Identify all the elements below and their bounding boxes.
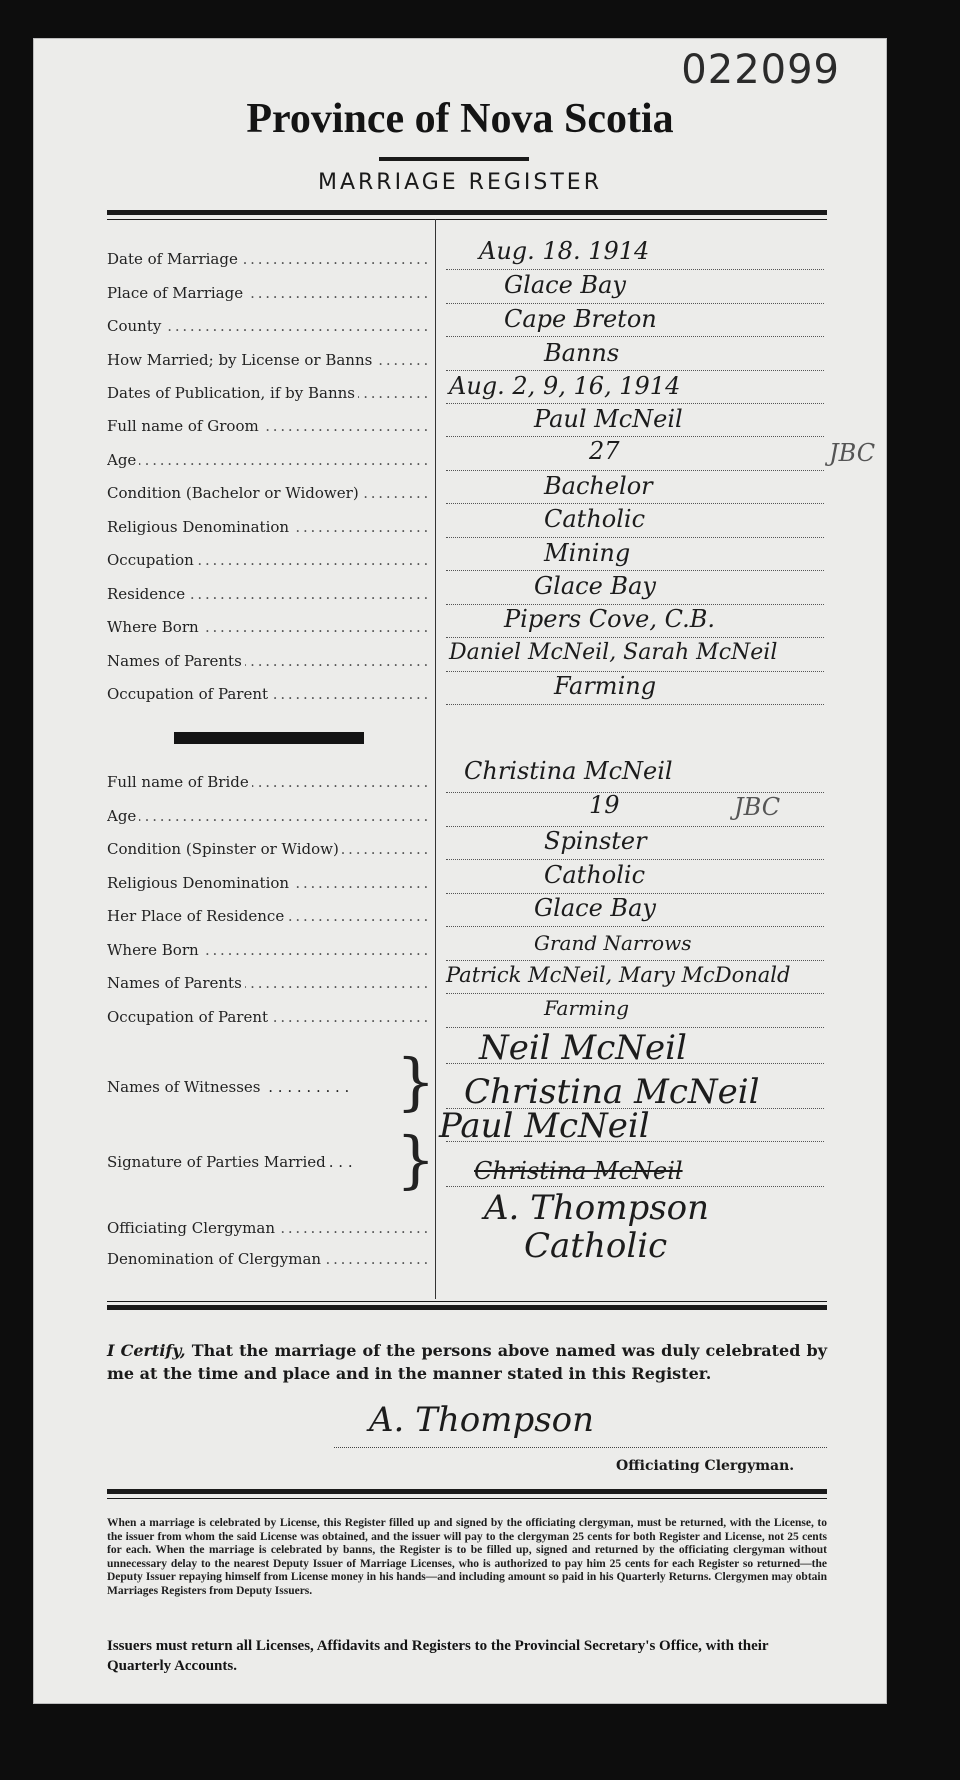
signature-caption: Officiating Clergyman. (616, 1458, 795, 1474)
certification-statement (107, 1339, 827, 1385)
label-place-of-marriage: Place of Marriage . . . (107, 283, 429, 303)
label-bride-religion: Religious Denomination . . . (107, 873, 429, 893)
field-county (446, 335, 824, 337)
label-signatures: Signature of Parties Married . . . (107, 1153, 353, 1171)
value-witness-1: Neil McNeil (479, 1028, 687, 1068)
field-groom-birthplace (446, 636, 824, 638)
value-groom-name: Paul McNeil (534, 405, 683, 433)
value-bride-birthplace: Grand Narrows (534, 931, 692, 955)
label-date-of-marriage: Date of Marriage . . . (107, 249, 429, 269)
field-signature-bride (446, 1185, 824, 1187)
label-groom-residence: Residence . . . (107, 584, 429, 604)
label-witnesses: Names of Witnesses . . . . . . . . . (107, 1078, 350, 1096)
value-county: Cape Breton (504, 305, 657, 333)
value-groom-condition: Bachelor (544, 472, 653, 500)
signatures-brace: } (396, 1123, 436, 1196)
header-rule (107, 210, 827, 215)
issuers-notice: Issuers must return all Licenses, Affidavits and Registers to the Provincial Secretary's Office, with their Quarterly Accounts. (107, 1638, 769, 1674)
label-officiating-clergyman: Officiating Clergyman . . . (107, 1218, 429, 1238)
header-rule-thin (107, 219, 827, 220)
certify-lead: I Certify, (107, 1341, 186, 1360)
register-form (33, 38, 887, 1704)
footer-rule (107, 1489, 827, 1494)
label-groom-parents: Names of Parents . . . (107, 651, 429, 671)
label-how-married: How Married; by License or Banns . . . (107, 350, 429, 370)
label-bride-birthplace: Where Born . . . (107, 940, 429, 960)
label-bride-age: Age . . . (107, 806, 429, 826)
field-date-of-marriage (446, 268, 824, 270)
label-dates-of-publication: Dates of Publication, if by Banns . . . (107, 383, 429, 403)
label-bride-condition: Condition (Spinster or Widow) . . . (107, 839, 429, 859)
label-groom-name: Full name of Groom . . . (107, 416, 429, 436)
field-bride-condition (446, 858, 824, 860)
field-groom-parent-occupation (446, 703, 824, 705)
value-signature-groom: Paul McNeil (439, 1106, 650, 1146)
value-groom-parents: Daniel McNeil, Sarah McNeil (449, 640, 778, 665)
field-place-of-marriage (446, 302, 824, 304)
value-clergyman-denomination: Catholic (524, 1226, 668, 1266)
value-bride-religion: Catholic (544, 861, 646, 889)
field-groom-condition (446, 502, 824, 504)
title-rule (379, 157, 529, 161)
field-groom-occupation (446, 569, 824, 571)
value-bride-name: Christina McNeil (464, 757, 673, 785)
value-groom-religion: Catholic (544, 505, 646, 533)
value-bride-parents: Patrick McNeil, Mary McDonald (446, 963, 791, 987)
value-groom-birthplace: Pipers Cove, C.B. (504, 605, 716, 633)
footer-rule-thin (107, 1498, 827, 1499)
field-how-married (446, 369, 824, 371)
field-bride-residence (446, 925, 824, 927)
field-groom-name (446, 435, 824, 437)
value-signature-bride: Christina McNeil (474, 1157, 683, 1185)
value-witness-2: Christina McNeil (464, 1072, 760, 1112)
label-groom-occupation: Occupation . . . (107, 550, 429, 570)
serial-number: 022099 (681, 47, 840, 93)
value-officiating-clergyman: A. Thompson (484, 1188, 710, 1228)
value-how-married: Banns (544, 339, 620, 367)
value-groom-parent-occupation: Farming (554, 672, 657, 700)
value-groom-age: 27 (589, 437, 620, 465)
label-bride-parents: Names of Parents . . . (107, 973, 429, 993)
section-rule (107, 1305, 827, 1310)
field-groom-religion (446, 536, 824, 538)
value-bride-condition: Spinster (544, 827, 647, 855)
form-subtitle: MARRIAGE REGISTER (317, 170, 602, 195)
section-separator-bar (174, 732, 364, 744)
value-dates-of-publication: Aug. 2, 9, 16, 1914 (449, 372, 681, 400)
field-bride-parents (446, 992, 824, 994)
signature-line (334, 1447, 827, 1448)
field-dates-of-publication (446, 402, 824, 404)
label-bride-parent-occupation: Occupation of Parent . . . (107, 1007, 429, 1027)
value-bride-residence: Glace Bay (534, 894, 656, 922)
label-bride-name: Full name of Bride . . . (107, 772, 429, 792)
bride-age-initials: JBC (734, 793, 781, 821)
label-groom-parent-occupation: Occupation of Parent . . . (107, 684, 429, 704)
certify-text: That the marriage of the persons above named was duly celebrated by me at the time and place and in the manner stated in this Register. (107, 1341, 827, 1383)
value-groom-residence: Glace Bay (534, 572, 656, 600)
label-groom-age: Age . . . (107, 450, 429, 470)
instructions-notice: When a marriage is celebrated by License, this Register filled up and signed by the officiating clergyman, must be returned, with the License, to the issuer from whom the said License was obtained, and the issuer will pay to the clergyman 25 cents for both Register and License, not 25 cents for each. When the marriage is celebrated by banns, the Register is to be filled up, signed and returned by the officiating clergyman without unnecessary delay to the nearest Deputy Issuer of Marriage Licenses, who is authorized to pay him 25 cents for each Register so returned—the Deputy Issuer repaying himself from License money in his hands—and including amount so paid in his Quarterly Returns. Clergymen may obtain Marriages Registers from Deputy Issuers. (107, 1517, 827, 1597)
value-groom-occupation: Mining (544, 539, 631, 567)
label-county: County . . . (107, 316, 429, 336)
field-groom-age (446, 469, 824, 471)
label-groom-condition: Condition (Bachelor or Widower) . . . (107, 483, 429, 503)
label-groom-birthplace: Where Born . . . (107, 617, 429, 637)
witnesses-brace: } (396, 1045, 436, 1118)
label-clergyman-denomination: Denomination of Clergyman . . . (107, 1249, 429, 1269)
groom-age-initials: JBC (829, 439, 876, 467)
label-bride-residence: Her Place of Residence . . . (107, 906, 429, 926)
value-bride-parent-occupation: Farming (544, 996, 630, 1020)
label-groom-religion: Religious Denomination . . . (107, 517, 429, 537)
certify-signature: A. Thompson (369, 1400, 595, 1440)
value-bride-age: 19 (589, 791, 620, 819)
section-rule-thin (107, 1301, 827, 1302)
value-date-of-marriage: Aug. 18. 1914 (479, 237, 650, 265)
form-title: Province of Nova Scotia (246, 96, 674, 142)
value-place-of-marriage: Glace Bay (504, 271, 626, 299)
